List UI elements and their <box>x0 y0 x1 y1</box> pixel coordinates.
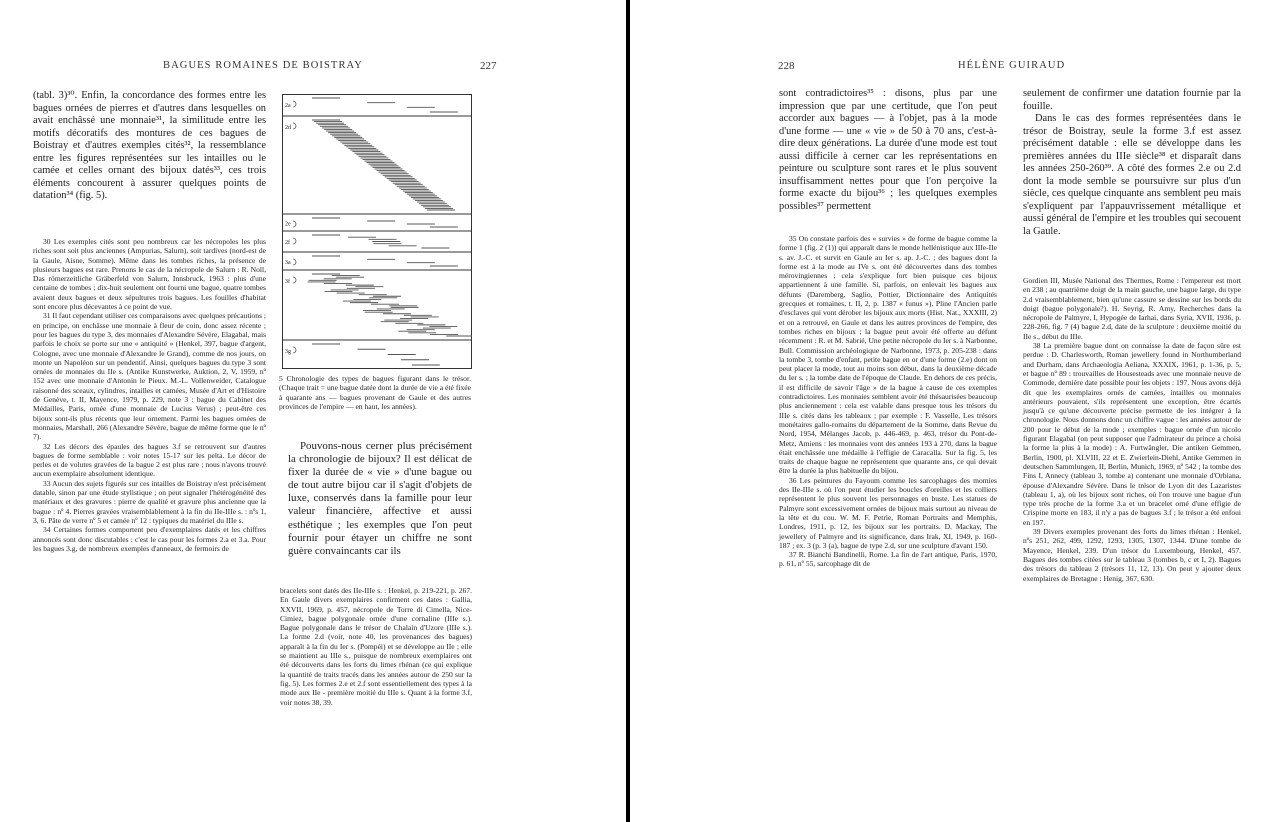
footnote-39: 39 Divers exemples provenant des forts du limes rhénan : Henkel, nºs 251, 262, 499, 1292, 1293, 1305, 1307, 1344. D'une tombe de Mayence, Henkel, 239. D'un trésor du Luxembourg, Henkel, 457. Bagues des tombes citées sur le tableau 3 (tombes b, c et I, 2). Bagues des trésors du tableau 2 (trésors 11, 12, 13). On peut y ajouter deux exemplaires de Bretagne : Henig, 367, 630. <box>1023 527 1241 583</box>
footnotes-col-2 <box>1023 276 1241 583</box>
right-column <box>288 440 472 558</box>
type-label: 2a <box>285 103 291 109</box>
ring-icon <box>293 123 296 129</box>
type-label: 2d <box>285 125 291 131</box>
footnotes-col-1 <box>779 234 997 569</box>
body-column <box>33 90 266 203</box>
page-number: 228 <box>778 60 795 72</box>
body-paragraph: Dans le cas des formes représentées dans le trésor de Boistray, seule la forme 3.f est assez précisément datable : elle se développe dans les premières années du IIIe siècle³⁸ et disparaît dans les années 250-260³⁹. A côté des formes 2.e ou 2.d dont la mode semble se poursuivre sur plus d'un siècle, ces quelque cinquante ans semblent peu mais s'expliquent par l'appauvrissement métallique et aussi général de l'empire et les troubles qui secouent la Gaule. <box>1023 113 1241 237</box>
footnotes <box>33 237 266 553</box>
body-paragraph: seulement de confirmer une datation fournie par la fouille. <box>1023 88 1241 112</box>
type-label: 3a <box>285 260 291 266</box>
footnote-36: 36 Les peintures du Fayoum comme les sarcophages des momies des IIe-IIIe s. où l'on peut étudier les boucles d'oreilles et les colliers représentent le plus souvent les personnages en buste. Les statues de Palmyre sont excessivement ornées de bijoux mais surtout au niveau de la tête et du cou. W. M. F. Petrie, Roman Portraits and Memphis, Londres, 1911, p. 12, les bijoux sur les portraits. D. Mackay, The jewellery of Palmyre and its significance, dans Irak, XI, 1949, p. 160-187 ; ex. 3 (p. 3 (a), bague de type 2.d, sur une sculpture d'avant 150. <box>779 475 997 550</box>
footnote-37-cont: Gordien III, Musée National des Thermes, Rome : l'empereur est mort en 238 ; au quatrième doigt de la main gauche, une bague large, du type 2.d vraisemblablement, bien qu'une cassure se dessine sur les bords du doigt (bague polygonale?). H. Seyrig, R. Amy, Recherches dans la nécropole de Palmyre, I, Hypogée de Iarhai, dans Syria, XVII, 1936, p. 228-266, fig. 7 (4) bague 2.d, date de la sculpture : deuxième moitié du IIe s., début du IIIe. <box>1023 276 1241 341</box>
footnote-continued <box>280 586 472 707</box>
type-label: 3f <box>285 279 290 285</box>
right-page <box>630 0 1264 822</box>
figure-caption: 5 Chronologie des types de bagues figurant dans le trésor. (Chaque trait = une bague datée dont la durée de vie a été fixée à quarante ans — bagues provenant de Gaule et des autres provinces de l'empire — en haut, les années). <box>279 374 471 411</box>
body-paragraph: sont contradictoires³⁵ : disons, plus par une impression que par une certitude, que l'on peut accorder aux bagues — à l'objet, pas à la mode d'une forme — une « vie » de 50 à 70 ans, c'est-à-dire deux générations. La durée d'une mode est tout aussi difficile à cerner car les représentations en peinture ou sculpture sont rares et le plus souvent insuffisamment nettes pour que l'on perçoive la forme exacte du bijou³⁶ ; les quelques exemples possibles³⁷ permettent <box>779 88 997 212</box>
footnote-31: 31 Il faut cependant utiliser ces comparaisons avec quelques précautions ; en principe, on enchâsse une monnaie à fleur de coin, donc assez récente ; pour les bagues du type 3, des monnaies d'Alexandre Sévère, Elagabal, mais parfois le choix se porte sur une « antiquité » (Henkel, 397, bague d'argent, Cologne, avec une monnaie d'Alexandre le Grand), comme de nos jours, on monte un Napoléon sur un pendentif. Ainsi, quelques bagues du type 3 sont ornées de monnaies du IIe s. (Antike Kunstwerke, Auktion, 2, V, 1959, nº 152 avec une monnaie d'Antonin le Pieux. M.-L. Vollenweider, Catalogue raisonné des sceaux, cylindres, intailles et camées, Musée d'Art et d'Histoire de Genève, t. II, Mayence, 1979, p. 229, note 3 : bague du Cabinet des Médailles, Paris, ornée d'une monnaie de Lucius Verus) ; peut-être ces bijoux sont-ils plus récents que leur ornement. Parmi les bagues ornées de monnaies, Marshall, 266 (Alexandre Sévère, bague de même forme que le nº 7). <box>33 311 266 442</box>
running-header: BAGUES ROMAINES DE BOISTRAY <box>163 60 363 71</box>
footnote-34: 34 Certaines formes comportent peu d'exemplaires datés et les chiffres annoncés sont donc discutables : c'est le cas pour les formes 2.a et 3.a. Pour les bagues 3.g, de nombreux exemples d'anneaux, de fermoirs de <box>33 525 266 553</box>
footnote-35: 35 On constate parfois des « survies » de forme de bague comme la forme 1 (fig. 2 (1)) qui apparaît dans le monde hellénistique aux IIIe-IIe s. av. J.-C. et survit en Gaule au Ier s. ap. J.-C. ; des bagues dont la forme est à la mode au IVe s. ont été découvertes dans des tombes mérovingiennes ; cela s'explique fort bien puisque ces bijoux appartiennent à une famille. Si, parfois, on enlevait les bagues aux défunts (Daremberg, Saglio, Pottier, Dictionnaire des Antiquités grecques et romaines, t. II, 2, p. 1387 « funus »), Pline l'Ancien parle d'esclaves qui vont dérober les bijoux aux morts (Hist. Nat., XXXIII, 2) et on a retrouvé, en Gaule et dans les autres provinces de l'empire, des tombes riches en bijoux ; la bague peut avoir été offerte au défunt récemment : R. et M. Sabrié, Une petite nécropole du Ier s. à Narbonne, Bull. Commission archéologique de Narbonne, 1973, p. 205-238 : dans la tombe 3, tombe d'enfant, petite bague en or d'une forme (2.e) dont on peut placer la mode, tout au moins son début, dans la deuxième décade du Ier s. ; la tombe date de l'époque de Claude. En dehors de ces précis, il est difficile de savoir l'âge » de la bague à cause de ces exemples contradictoires. Les monnaies semblent avoir été thésaurisées beaucoup plus anciennement : cela est valable dans presque tous les trésors du IIIe s. cités dans les tableaux ; par exemple : F. Vasselle, Les trésors monétaires gallo-romains du département de la Somme, dans Revue du Nord, 1954, Mélanges Jacob, p. 446-469, p. 463, trésor du Pont-de-Metz, Amiens : les monnaies vont des années 193 à 270, dans la bague était enchâssée une médaille à l'effigie de Caracalla. Sur la fig. 5, les traits de chaque bague ne représentent que quarante ans, ce qui devait être la durée la plus habituelle du bijou. <box>779 234 997 476</box>
body-paragraph: (tabl. 3)³⁰. Enfin, la concordance des formes entre les bagues ornées de pierres et d'autres dans lesquelles on avait enchâssé une monnaie³¹, la similitude entre les motifs décoratifs des montures de ces bagues de Boistray et d'autres exemples cités³², la ressemblance entre les figures représentées sur les intailles ou le camée et celles ornant des bijoux datés³³, ces trois éléments concourent à assurer quelques points de datation³⁴ (fig. 5). <box>33 90 266 201</box>
ring-icon <box>293 259 296 265</box>
chronology-figure <box>282 94 472 369</box>
footnote-34-cont: bracelets sont datés des IIe-IIIe s. : Henkel, p. 219-221, p. 267. En Gaule divers exemplaires confirment ces dates : Gallia, XXVII, 1969, p. 457, nécropole de Torre di Cimella, Nice-Cimiez, bague polygonale ornée d'une cornaline (IIIe s.). Bague polygonale dans le trésor de Chalain d'Uzore (IIIe s.). La forme 2.d (voir, note 40, les provenances des bagues) apparaît à la fin du Ier s. (Pompéi) et se développe au IIe ; elle se maintient au IIIe s., puisque de nombreux exemplaires ont été découverts dans les forts du limes rhénan (ce qui explique la quantité de traits tracés dans les années autour de 250 sur la fig. 5). Les formes 2.e et 2.f sont essentiellement des types à la mode aux IIe - première moitié du IIIe s. Quant à la forme 3.f, voir notes 38, 39. <box>280 586 472 707</box>
type-label: 2f <box>285 240 290 246</box>
body-column-1 <box>779 88 997 213</box>
footnote-33: 33 Aucun des sujets figurés sur ces intailles de Boistray n'est précisément datable, sinon par une étude stylistique ; on peut signaler l'hétérogénéité des matériaux et des gravures : pierre de qualité et gravure plus ancienne que la bague : nº 4. Pierres gravées vraisemblablement à la fin du IIe-IIIe s. : nºs 1, 3, 6. Pâte de verre nº 5 et camée nº 12 : typiques du matériel du IIIe s. <box>33 478 266 525</box>
type-label: 2e <box>285 221 291 228</box>
ring-icon <box>293 221 296 227</box>
body-column-2 <box>1023 88 1241 238</box>
left-page <box>0 0 626 822</box>
page-number: 227 <box>480 60 497 72</box>
footnote-37: 37 R. Bianchi Bandinelli, Rome. La fin de l'art antique, Paris, 1970, p. 61, nº 55, sarcophage dit de <box>779 550 997 569</box>
ring-icon <box>293 238 296 244</box>
ring-icon <box>293 101 296 107</box>
type-label: 3g <box>285 349 291 355</box>
footnote-38: 38 La première bague dont on connaisse la date de façon sûre est perdue : D. Charlesworth, Roman jewellery found in Northumberland and Durham, dans Archaeologia Aeliana, XXXIX, 1961, p. 1-36, p. 5, et bague nº 89 : trouvailles de Housesteads avec une monnaie neuve de Commode, dernière date possible pour les objets : 197. Nous avons déjà dit que les exemplaires ornés de camées, intailles ou monnaies antérieurs pouvaient, s'ils représentent une exception, être écartés jusqu'à ce qu'une découverte précise permette de les intégrer à la chronologie. Nous donnons donc un chiffre vague : les années autour de 200 pour le début de la mode ; exemples : bague ornée d'un nicolo figurant Elagabal (on peut supposer que l'admirateur du prince a choisi la forme la plus à la mode) : A. Furtwängler, Die antiken Gemmen, Berlin, 1900, pl. XLVIII, 22 et E. Zwierlein-Diehl, Antike Gemmen in deutschen Sammlungen, II, Berlin, Munich, 1969, nº 542 ; la tombe des Fins I, Annecy (tableau 3, tombe a) contenant une monnaie d'Orbiana, épouse d'Alexandre Sévère. Dans le trésor de Lyon dit des Lazaristes (tableau 1, a), où les bijoux sont riches, où l'on trouve une bague d'un type très proche de la forme 3.a et un bracelet orné d'une effigie de Crispine morte en 183, il n'y a pas de bagues 3.f ; le trésor a été enfoui en 197. <box>1023 341 1241 527</box>
ring-icon <box>293 277 296 283</box>
footnote-30: 30 Les exemples cités sont peu nombreux car les nécropoles les plus riches sont soit plus anciennes (Ampurias, Salurn), soit tardives (nord-est de la Gaule, Aisne, Somme). Même dans les tombes riches, la présence de plusieurs bagues est rare. Prenons le cas de la nécropole de Salurn : R. Noll, Das römerzeitliche Gräberfeld von Salurn, Innsbruck, 1963 : plus d'une centaine de tombes ; dix-huit seulement ont fourni une bague, quatre tombes avaient deux bagues et deux sépultures trois bagues. Les fouilles d'habitat sont encore plus décevantes à ce point de vue. <box>33 237 266 312</box>
right-paragraph: Pouvons-nous cerner plus précisément la chronologie de bijoux? Il est délicat de fixer la durée de « vie » d'une bague ou de tout autre bijou car il s'agit d'objets de luxe, conservés dans la famille pour leur valeur financière, affective et aussi esthétique ; les exemples que l'on peut fournir pour étayer un chiffre ne sont guère convaincants car ils <box>288 440 472 557</box>
ring-icon <box>293 347 296 353</box>
footnote-32: 32 Les décors des épaules des bagues 3.f se retrouvent sur d'autres bagues de forme semblable : voir notes 15-17 sur les pelta. Le décor de perles et de volutes gravées de la bague 2 est plus rare ; nous n'avons trouvé aucun exemplaire absolument identique. <box>33 441 266 479</box>
running-header: HÉLÈNE GUIRAUD <box>958 60 1066 71</box>
